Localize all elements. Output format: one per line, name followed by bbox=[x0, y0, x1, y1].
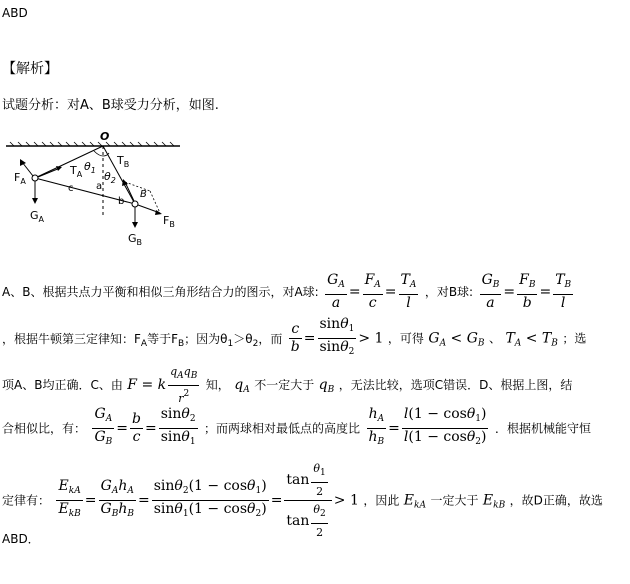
line-1: A、B、根据共点力平衡和相似三角形结合力的图示，对A球: $\frac{G_A}{a}$ = $\frac{F_A}{c}$ = $\frac{T_A}{l}$ ，对B球: $\frac{G_B}{a}$ = $\frac{F_B}{b}$ = $\frac{T_B}{l}$ bbox=[2, 272, 572, 311]
label-a: a bbox=[96, 181, 103, 192]
label-theta2: $\theta_2$ bbox=[104, 170, 116, 185]
line-5: 定律有： $\frac{E_{kA}}{E_{kB}}$ = $\frac{G_Ah_A}{G_Bh_B}$ = $\frac{\sin\theta_2(1 - \cos\theta_1)}{\sin\theta_1(1 - \cos\theta_2)}$ = tan $\frac{\theta_1}{2}$ tan $\frac{\theta_2}{2}$ > 1 ，因此 $E_{kA}$ 一定大于 $E_{kB}$ ，故D正确，故选 bbox=[2, 462, 603, 539]
angle-arc-1 bbox=[94, 151, 103, 156]
ball-B bbox=[132, 201, 138, 207]
label-FA: $F_A$ bbox=[14, 171, 26, 186]
answer-text: ABD bbox=[2, 6, 28, 20]
line-4: 合相似比，有： $\frac{G_A}{G_B}$ = $\frac{b}{c}$ = $\frac{\sin\theta_2}{\sin\theta_1}$ ；而两球相对最低点的高度比 $\frac{h_A}{h_B}$ = $\frac{l(1 - \cos\theta_1)}{l(1 - \cos\theta_2)}$ ．根据机械能守恒 bbox=[2, 406, 591, 447]
arrow-TA bbox=[38, 168, 60, 177]
label-theta1: $\theta_1$ bbox=[84, 160, 96, 175]
label-TA: $T_A$ bbox=[70, 164, 83, 179]
line-3: 项A、B均正确．C、由 F = k $\frac{q_Aq_B}{r^2}$ 知， $q_A$ 不一定大于 $q_B$ ，无法比较，选项C错误．D、根据上图，结 bbox=[2, 365, 573, 405]
label-GA: $G_A$ bbox=[30, 209, 45, 224]
label-GB: $G_B$ bbox=[128, 232, 143, 246]
label-B: B bbox=[140, 189, 147, 200]
line-2: ，根据牛顿第三定律知：$F_A$等于$F_B$；因为$\theta_1>\theta_2$，而 $\frac{c}{b}$ = $\frac{\sin\theta_1}{\sin\theta_2}$ > 1 ，可得 $G_A < G_B$ 、 $T_A < T_B$ ；选 bbox=[2, 316, 587, 357]
intro-text: 试题分析：对A、B球受力分析，如图. bbox=[2, 98, 219, 113]
label-FB: $F_B$ bbox=[163, 214, 175, 229]
section-title: 【解析】 bbox=[2, 61, 58, 77]
label-TB: $T_B$ bbox=[117, 154, 130, 169]
label-c: c bbox=[68, 183, 74, 194]
force-diagram bbox=[0, 126, 200, 246]
label-O: O bbox=[100, 130, 110, 143]
closing-text: ABD． bbox=[2, 532, 40, 546]
label-b: b bbox=[118, 196, 125, 207]
